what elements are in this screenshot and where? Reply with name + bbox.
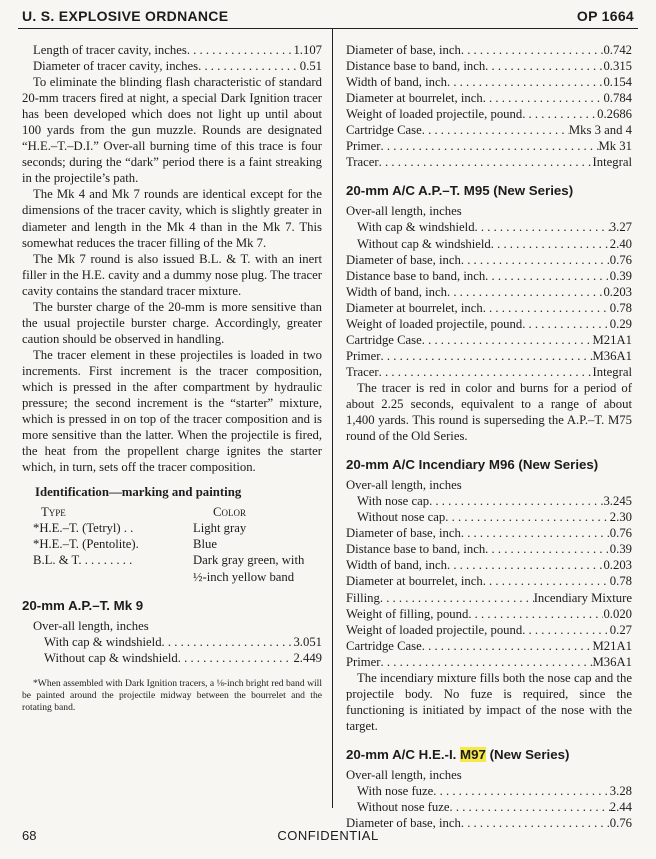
ident-color: Blue — [193, 537, 217, 552]
spec-row: Weight of filling, pound . . . 0.020 — [346, 606, 632, 622]
spec-row: Distance base to band, inch . . . 0.39 — [346, 541, 632, 557]
spec-row: Weight of loaded projectile, pound . . . 0.29 — [346, 316, 632, 332]
spec-row: Primer . . . M36A1 — [346, 654, 632, 670]
spec-row: Width of band, inch . . . 0.203 — [346, 557, 632, 573]
spec-row: Primer . . . M36A1 — [346, 348, 632, 364]
spec-row: With nose cap . . . 3.245 — [346, 493, 632, 509]
paragraph: The burster charge of the 20-mm is more sensitive than the usual projectile burster charge. Accordingly, greater caution should be observed in handling. — [22, 299, 322, 346]
spec-row: Without cap & windshield . . . 2.449 — [22, 650, 322, 666]
spec-row: Cartridge Case . . . M21A1 — [346, 332, 632, 348]
paragraph: The Mk 4 and Mk 7 rounds are identical except for the dimensions of the tracer cavity, which is slightly greater in diameter and length in the Mk 4 than in the Mk 7. This somewhat reduces the tracer filling of the Mk 7. — [22, 187, 322, 250]
header-doc-number: OP 1664 — [576, 8, 634, 24]
paragraph: The tracer is red in color and burns for a period of about 2.25 seconds, equivalent to a range of about 1,400 yards. This round is superseding the A.P.–T. M75 round of the Old Series. — [346, 380, 632, 444]
ident-type: B.L. & T. . . . . . . . . — [33, 553, 133, 568]
page-footer — [22, 828, 634, 843]
spec-row: Diameter of base, inch . . . 0.742 — [346, 42, 632, 58]
header-title: U. S. EXPLOSIVE ORDNANCE — [22, 8, 229, 24]
overall-length-label: Over-all length, inches — [346, 767, 462, 782]
identification-heading: Identification—marking and painting — [35, 485, 242, 500]
footnote: *When assembled with Dark Ignition tracers, a ⅛-inch bright red band will be painted around the projectile midway between the bourrelet and the rotating band. — [22, 677, 322, 713]
spec-row: Diameter at bourrelet, inch . . . 0.78 — [346, 573, 632, 589]
paragraph: The tracer element in these projectiles is loaded in two increments. First increment is the tracer composition, which is pressed in the after compartment by hydraulic pressure; the second increment is the “starter” mixture, which is pressed in on top of the tracer composition and is more sensitive than the latter. When the projectile is fired, the heat from the propellent charge ignites the starter which, in turn, sets off the tracer composition. — [22, 347, 322, 475]
type-column-header: Type — [41, 505, 66, 520]
spec-row: With cap & windshield . . . 3.27 — [346, 219, 632, 235]
spec-row: With nose fuze . . . 3.28 — [346, 783, 632, 799]
spec-row: Without nose fuze . . . 2.44 — [346, 799, 632, 815]
column-divider — [332, 29, 333, 808]
ident-type: *H.E.–T. (Pentolite). — [33, 537, 139, 552]
ident-type: *H.E.–T. (Tetryl) . . — [33, 521, 134, 536]
overall-length-label: Over-all length, inches — [346, 204, 462, 219]
left-column — [22, 42, 322, 714]
color-column-header: Color — [213, 505, 246, 520]
highlighted-text: M97 — [460, 746, 486, 762]
overall-length-label: Over-all length, inches — [33, 618, 149, 633]
section-heading-m96: 20-mm A/C Incendiary M96 (New Series) — [346, 457, 599, 473]
spec-row: Diameter of base, inch . . . 0.76 — [346, 815, 632, 831]
page-header — [22, 8, 634, 30]
paragraph: The incendiary mixture fills both the nose cap and the projectile body. No fuze is required, since the functioning is initiated by impact of the nose with the target. — [346, 670, 632, 733]
spec-row: Weight of loaded projectile, pound . . . 0.2686 — [346, 106, 632, 122]
spec-row: Filling . . . Incendiary Mixture — [346, 590, 632, 606]
section-heading-m95: 20-mm A/C A.P.–T. M95 (New Series) — [346, 183, 574, 199]
ident-color-cont: ½-inch yellow band — [193, 569, 295, 584]
header-rule — [18, 28, 638, 29]
paragraph: The Mk 7 round is also issued B.L. & T. with an inert filler in the H.E. cavity and a dummy nose plug. The tracer cavity contains the standard tracer mixture. — [22, 251, 322, 298]
spec-row: Diameter of base, inch . . . 0.76 — [346, 525, 632, 541]
spec-row: Primer . . . Mk 31 — [346, 138, 632, 154]
spec-row: Diameter at bourrelet, inch . . . 0.784 — [346, 90, 632, 106]
spec-row: Tracer . . . Integral — [346, 154, 632, 170]
overall-length-label: Over-all length, inches — [346, 478, 462, 493]
spec-row: Width of band, inch . . . 0.154 — [346, 74, 632, 90]
spec-row: Diameter at bourrelet, inch . . . 0.78 — [346, 300, 632, 316]
section-heading-mk9: 20-mm A.P.–T. Mk 9 — [22, 597, 144, 613]
spec-row: Weight of loaded projectile, pound . . . 0.27 — [346, 622, 632, 638]
ident-color: Dark gray green, with — [193, 553, 305, 568]
paragraph: To eliminate the blinding flash characteristic of standard 20-mm tracers fired at night, a special Dark Ignition tracer has been developed which does not light up until about 100 yards from the gun muzzle. Rounds are designated “H.E.–T.–D.I.” Over-all burning time of this trace is four seconds; during the “dark” period there is a faint streaking in the projectile’s path. — [22, 75, 322, 186]
spec-row: Cartridge Case . . . Mks 3 and 4 — [346, 122, 632, 138]
spec-row: Diameter of tracer cavity, inches . . . 0.51 — [22, 58, 322, 74]
right-column — [346, 42, 632, 831]
spec-row: Tracer . . . Integral — [346, 364, 632, 380]
spec-row: Without nose cap . . . 2.30 — [346, 509, 632, 525]
spec-row: Distance base to band, inch . . . 0.315 — [346, 58, 632, 74]
page-number: 68 — [22, 828, 37, 843]
spec-row: Diameter of base, inch . . . 0.76 — [346, 252, 632, 268]
spec-row: Cartridge Case . . . M21A1 — [346, 638, 632, 654]
spec-row: With cap & windshield . . . 3.051 — [22, 634, 322, 650]
spec-row: Without cap & windshield . . . 2.40 — [346, 236, 632, 252]
spec-row: Width of band, inch . . . 0.203 — [346, 284, 632, 300]
classification-label: CONFIDENTIAL — [277, 828, 379, 843]
section-heading-m97: 20-mm A/C H.E.-I. M97 (New Series) — [346, 746, 570, 762]
identification-table — [33, 504, 322, 584]
ident-color: Light gray — [193, 521, 247, 536]
spec-row: Distance base to band, inch . . . 0.39 — [346, 268, 632, 284]
spec-row: Length of tracer cavity, inches . . . 1.107 — [22, 42, 322, 58]
